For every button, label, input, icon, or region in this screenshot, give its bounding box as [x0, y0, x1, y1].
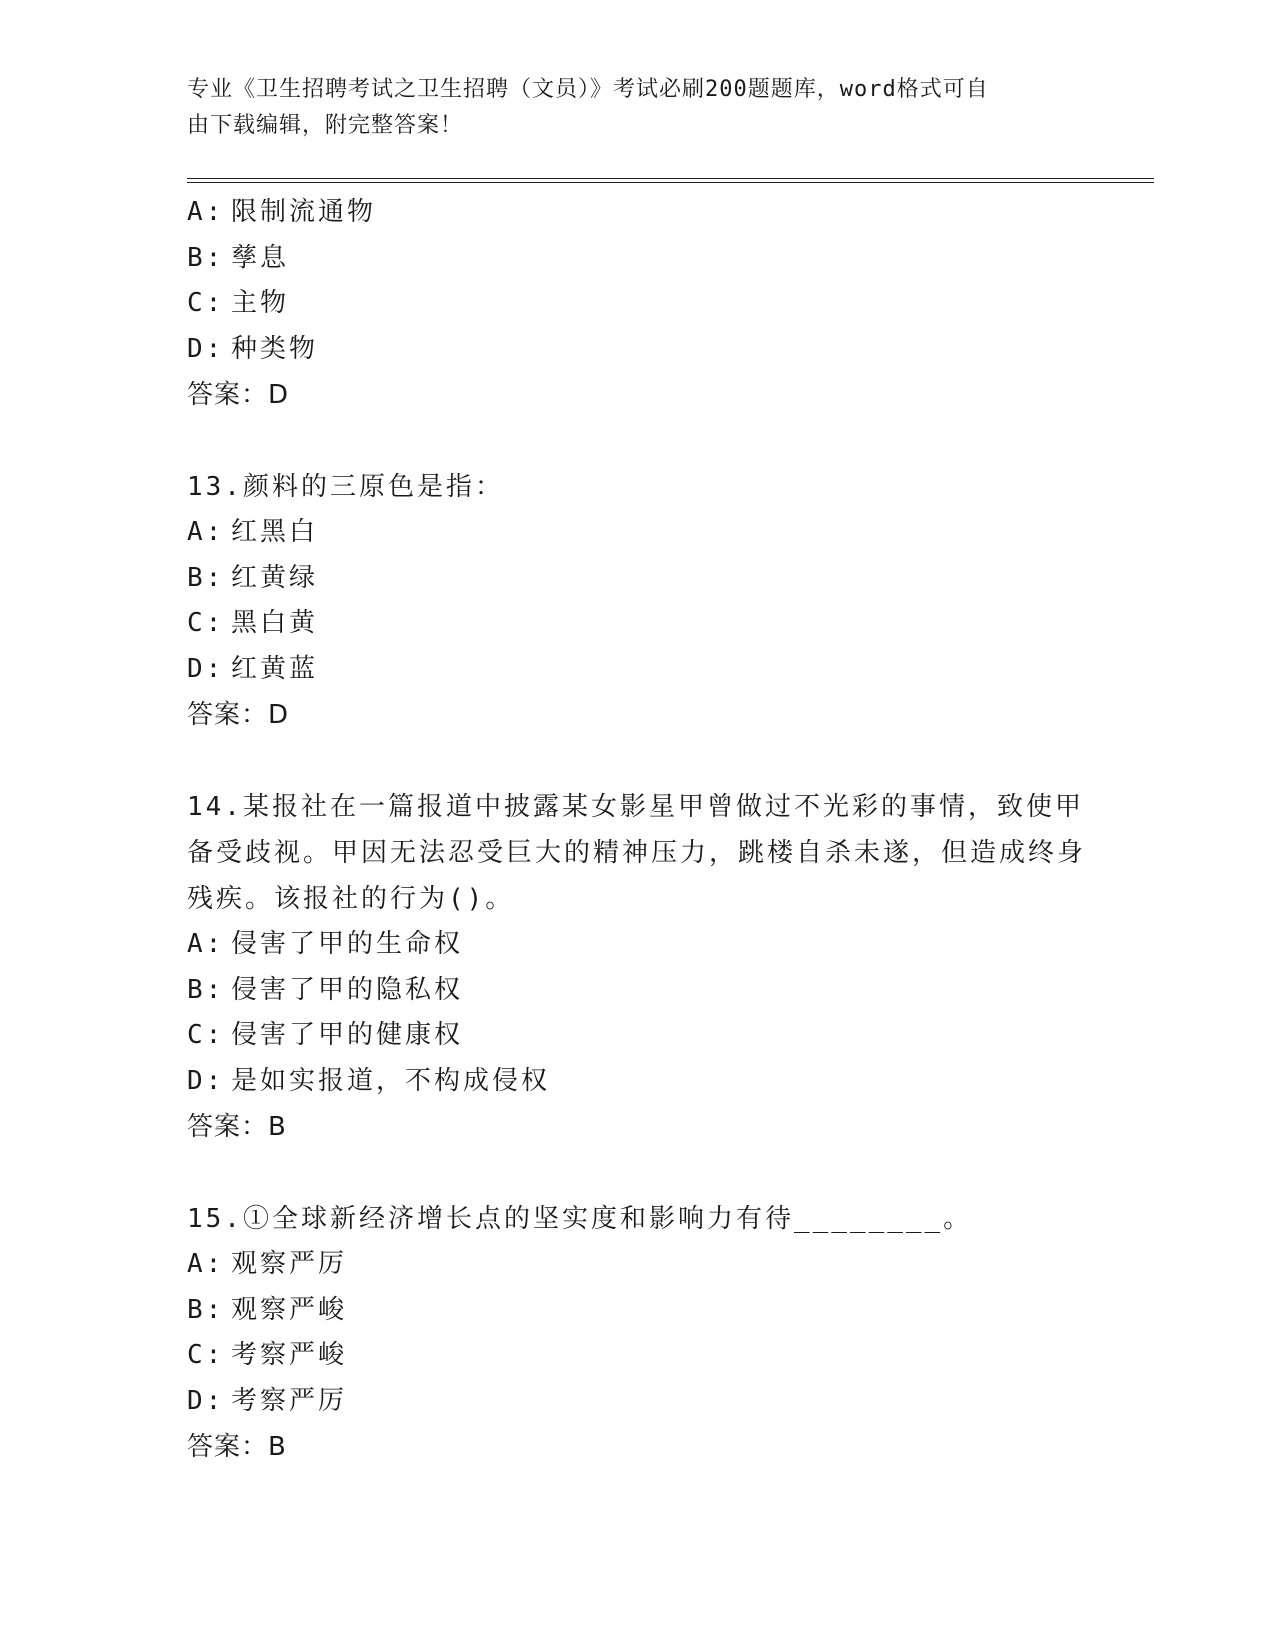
question-list [187, 190, 1087, 1516]
option-key: A: [187, 197, 225, 227]
question-12 [187, 190, 1087, 418]
option-key: A: [187, 1249, 225, 1279]
option-a [187, 922, 1087, 968]
header-line-2: 由下载编辑，附完整答案！ [187, 113, 464, 138]
option-a [187, 1242, 1087, 1288]
option-key: D: [187, 333, 225, 364]
option-text: 观察严厉 [231, 1249, 348, 1279]
option-key: D: [187, 1065, 225, 1096]
option-key: B: [187, 242, 225, 273]
option-text: 考察严峻 [231, 1340, 348, 1370]
option-b [187, 968, 1087, 1014]
option-text: 红黄绿 [231, 562, 319, 593]
option-key: A: [187, 517, 225, 547]
option-d [187, 1379, 1087, 1425]
option-text: 考察严厉 [231, 1385, 348, 1416]
option-a [187, 510, 1087, 556]
option-key: B: [187, 1294, 225, 1325]
option-text: 种类物 [231, 333, 319, 364]
option-a [187, 190, 1087, 236]
option-d [187, 1059, 1087, 1105]
option-d [187, 647, 1087, 693]
option-key: C: [187, 1340, 225, 1370]
option-key: C: [187, 608, 225, 638]
option-key: C: [187, 288, 225, 318]
option-text: 侵害了甲的生命权 [231, 929, 464, 959]
question-15 [187, 1196, 1087, 1470]
option-text: 观察严峻 [231, 1294, 348, 1325]
option-b [187, 1288, 1087, 1334]
header-divider [187, 178, 1154, 183]
option-key: D: [187, 1385, 225, 1416]
option-b [187, 556, 1087, 602]
option-d [187, 327, 1087, 373]
question-stem: 13.颜料的三原色是指： [187, 472, 504, 502]
question-14 [187, 784, 1087, 1150]
option-b [187, 236, 1087, 282]
question-stem: 15.①全球新经济增长点的坚实度和影响力有待________。 [187, 1204, 973, 1234]
option-text: 黑白黄 [231, 608, 319, 638]
option-text: 红黄蓝 [231, 653, 319, 684]
option-text: 限制流通物 [231, 197, 377, 227]
option-text: 是如实报道，不构成侵权 [231, 1065, 551, 1096]
option-c [187, 601, 1087, 647]
answer-line: 答案：B [187, 1112, 287, 1142]
option-key: B: [187, 974, 225, 1005]
option-text: 主物 [231, 288, 290, 318]
header-line-1: 专业《卫生招聘考试之卫生招聘（文员）》考试必刷200题题库，word格式可自 [187, 77, 989, 102]
option-text: 侵害了甲的隐私权 [231, 974, 464, 1005]
option-text: 红黑白 [231, 517, 319, 547]
answer-line: 答案：B [187, 1432, 287, 1462]
option-key: C: [187, 1020, 225, 1050]
option-key: B: [187, 562, 225, 593]
question-13 [187, 464, 1087, 738]
document-header [187, 72, 1067, 144]
option-c [187, 281, 1087, 327]
option-key: A: [187, 929, 225, 959]
option-text: 孳息 [231, 242, 290, 273]
option-text: 侵害了甲的健康权 [231, 1020, 464, 1050]
option-key: D: [187, 653, 225, 684]
option-c [187, 1333, 1087, 1379]
answer-line: 答案：D [187, 380, 290, 410]
answer-line: 答案：D [187, 700, 290, 730]
question-stem: 14.某报社在一篇报道中披露某女影星甲曾做过不光彩的事情，致使甲备受歧视。甲因无法忍受巨大的精神压力，跳楼自杀未遂，但造成终身残疾。该报社的行为()。 [187, 792, 1087, 914]
option-c [187, 1013, 1087, 1059]
